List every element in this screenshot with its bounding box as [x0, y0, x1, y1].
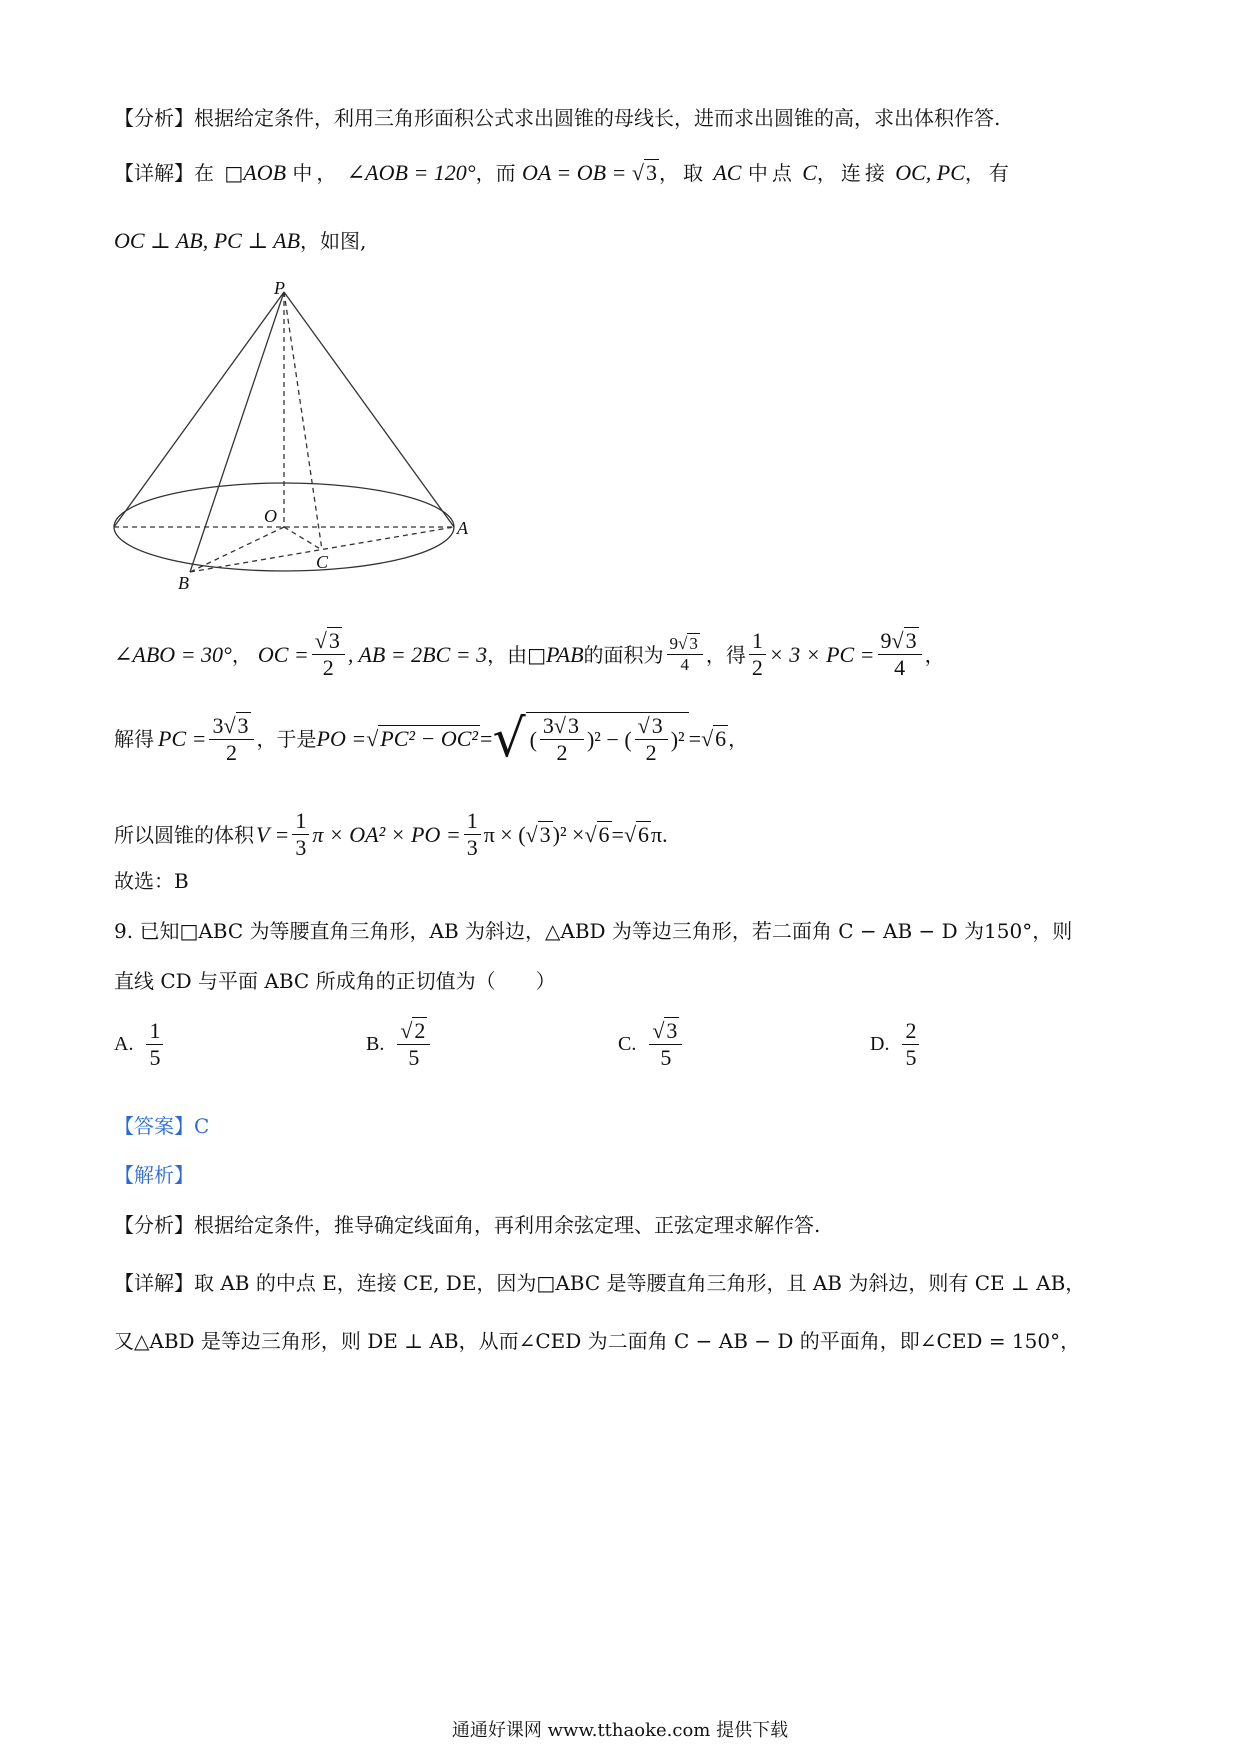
denominator: 5 — [408, 1045, 420, 1070]
paren: ( — [529, 726, 537, 752]
option-d-frac — [902, 1018, 919, 1071]
radicand: 3 — [905, 628, 917, 653]
label-p: P — [274, 282, 285, 298]
text-midpoint: 中点 — [747, 161, 796, 185]
q9-line-1: 9. 已知□ABC 为等腰直角三角形，AB 为斜边，△ABD 为等边三角形，若二面角 C − AB − D 为150°，则 — [114, 919, 1073, 943]
pc-eq: PC = — [158, 726, 207, 751]
sqrt-3: √3 — [525, 821, 551, 847]
option-a-frac — [146, 1018, 163, 1071]
cone-figure — [112, 282, 472, 592]
answer-text: 【答案】C — [114, 1114, 210, 1138]
frac-9sqrt3-over-4: $\frac{9√ 3}{4}$ — [667, 634, 703, 675]
big-sqrt: √ ( $\frac{3√3}{2}$ )² − ( $\frac{√3}{2}$ )² — [492, 712, 688, 766]
denominator: 2 — [226, 739, 237, 765]
sqrt-3: √3 — [631, 160, 657, 185]
numerator: 1 — [749, 628, 766, 655]
option-a[interactable] — [114, 1018, 166, 1071]
pi-end: π. — [651, 821, 668, 847]
comma: ， — [231, 642, 252, 667]
label-a: A — [457, 518, 468, 538]
po-eq: PO = — [316, 726, 367, 751]
coef: 9 — [669, 634, 679, 653]
pi-oa: π × OA² × PO = — [312, 821, 461, 847]
denominator: 3 — [295, 835, 307, 860]
radicand: 3 — [567, 713, 579, 738]
sqrt-6-b: √6 — [623, 821, 650, 847]
angle-abo: ∠ABO = 30° — [114, 641, 232, 667]
sqrt-6: √6 — [701, 726, 727, 751]
v-eq: V = — [256, 821, 290, 847]
denominator: 5 — [905, 1045, 917, 1070]
text-connect: ，连接 — [816, 161, 889, 185]
numerator: 1 — [292, 808, 309, 835]
coef: 3 — [212, 712, 224, 738]
calc-line-3 — [114, 808, 668, 861]
numerator: 1 — [146, 1018, 163, 1045]
pc-dashed — [284, 292, 322, 550]
denominator: 3 — [466, 835, 478, 860]
paren-sq-minus: )² − ( — [586, 726, 632, 752]
equals: = — [611, 821, 624, 847]
comma: ， — [728, 727, 749, 751]
text-you: ，有 — [964, 161, 1013, 185]
ob-dashed — [190, 527, 284, 572]
numerator: 1 — [464, 808, 481, 835]
sqrt-pc2-oc2: √PC² − OC² — [366, 726, 479, 751]
frac-sqrt3-over-2: $\frac{√3}{2}$ — [312, 628, 345, 681]
option-label: B. — [366, 1033, 385, 1055]
slant-left — [114, 292, 284, 527]
text-volume: 所以圆锥的体积 — [114, 822, 254, 847]
oa-ob: OA = OB = — [521, 160, 632, 185]
coef: 9 — [880, 628, 892, 653]
numerator: 2 — [902, 1018, 919, 1045]
label-o: O — [264, 506, 277, 526]
denominator: 5 — [149, 1045, 161, 1070]
detail-line-1 — [114, 160, 1013, 186]
radicand: 3 — [237, 712, 249, 738]
frac-1-over-2 — [749, 628, 766, 681]
option-c-frac: $\frac{√3}{5}$ — [649, 1018, 682, 1071]
coef: 3 — [542, 713, 554, 738]
denominator: 2 — [322, 655, 334, 680]
radicand: 2 — [414, 1018, 426, 1043]
radicand: 3 — [645, 160, 657, 185]
option-b[interactable] — [366, 1018, 433, 1071]
detail-label: 【详解】 — [114, 161, 194, 185]
comma: ， — [924, 642, 945, 667]
label-b: B — [178, 573, 189, 592]
text-de: ，得 — [705, 642, 746, 667]
frac-9sqrt3-over-4-b: $\frac{9√3}{4}$ — [878, 628, 922, 681]
q9-analysis: 【分析】根据给定条件，推导确定线面角，再利用余弦定理、正弦定理求解作答. — [114, 1213, 821, 1237]
frac-sqrt3-over-2-b: $\frac{√3}{2}$ — [635, 713, 668, 766]
frac-3sqrt3-over-2: $\frac{3√3}{2}$ — [209, 713, 253, 766]
q9-line-2: 直线 CD 与平面 ABC 所成角的正切值为（ ） — [114, 969, 556, 993]
jiexi-text: 【解析】 — [114, 1163, 194, 1187]
perp-line — [114, 228, 366, 254]
denominator: 4 — [894, 655, 906, 680]
equals: = — [480, 726, 493, 751]
frac-1-over-3-b — [464, 808, 481, 861]
radicand: 6 — [715, 726, 727, 751]
option-b-frac: $\frac{√2}{5}$ — [397, 1018, 430, 1071]
radicand: PC² − OC² — [380, 726, 479, 751]
oc-eq: OC = — [257, 641, 309, 667]
text-by: ，由□ — [487, 642, 547, 667]
denominator: 2 — [751, 655, 763, 680]
oc-dashed — [284, 527, 322, 550]
calc-line-2 — [114, 709, 749, 769]
sqrt-6: √6 — [584, 821, 610, 847]
angle-aob: ∠AOB = 120° — [346, 160, 476, 185]
radicand: 6 — [598, 821, 610, 847]
sq-times: )² × — [552, 821, 585, 847]
frac-1-over-3 — [292, 808, 309, 861]
equals: = — [688, 726, 702, 751]
text-rutu: ，如图, — [300, 229, 367, 253]
option-d[interactable] — [870, 1018, 922, 1071]
radicand: 3 — [651, 713, 663, 738]
oc-pc: OC, PC — [895, 160, 965, 185]
analysis-text: 【分析】根据给定条件，利用三角形面积公式求出圆锥的母线长，进而求出圆锥的高，求出体积作答. — [114, 106, 1001, 130]
text-zhong: 中， — [292, 161, 341, 185]
aob: AOB — [243, 160, 287, 185]
text-zai: 在 — [194, 161, 218, 185]
denominator: 2 — [556, 740, 568, 765]
q9-detail-2: 又△ABD 是等边三角形，则 DE ⊥ AB，从而∠CED 为二面角 C − AB − D 的平面角，即∠CED = 150°， — [114, 1329, 1081, 1353]
denominator: 5 — [660, 1045, 672, 1070]
q9-detail-1: 【详解】取 AB 的中点 E，连接 CE, DE，因为□ABC 是等腰直角三角形，且 AB 为斜边，则有 CE ⊥ AB， — [114, 1271, 1086, 1295]
label-c: C — [316, 552, 329, 572]
radicand: 3 — [689, 634, 698, 653]
ab-eq: , AB = 2BC = 3 — [347, 641, 488, 667]
option-label: D. — [870, 1033, 890, 1055]
point-c: C — [802, 160, 817, 185]
paren-sq: )² — [670, 726, 685, 752]
radicand: 6 — [638, 821, 650, 847]
denominator: 4 — [680, 655, 689, 674]
triangle-glyph: □ — [224, 161, 244, 185]
text-area: 的面积为 — [583, 642, 664, 667]
text-yushi: ，于是 — [256, 727, 317, 751]
radicand: 3 — [539, 821, 551, 847]
choice-text: 故选：B — [114, 869, 189, 893]
pb-edge — [190, 292, 284, 572]
slant-right — [284, 292, 454, 527]
times3: × 3 × PC = — [768, 641, 875, 667]
pab: PAB — [546, 641, 584, 667]
radicand: 3 — [666, 1018, 678, 1043]
footer-text: 通通好课网 www.tthaoke.com 提供下载 — [451, 1720, 789, 1741]
text-er: ，而 — [475, 161, 516, 185]
option-label: C. — [618, 1033, 637, 1055]
option-label: A. — [114, 1033, 134, 1055]
denominator: 2 — [645, 740, 657, 765]
pi-paren: π × ( — [483, 821, 526, 847]
radicand: 3 — [328, 628, 340, 653]
text-take: ，取 — [658, 161, 707, 185]
ac: AC — [713, 160, 742, 185]
option-c[interactable] — [618, 1018, 685, 1071]
frac-3sqrt3-over-2-b: $\frac{3√3}{2}$ — [540, 713, 584, 766]
text-solve: 解得 — [114, 727, 154, 751]
calc-line-1 — [114, 628, 945, 681]
perp-text: OC ⊥ AB, PC ⊥ AB — [114, 228, 301, 253]
